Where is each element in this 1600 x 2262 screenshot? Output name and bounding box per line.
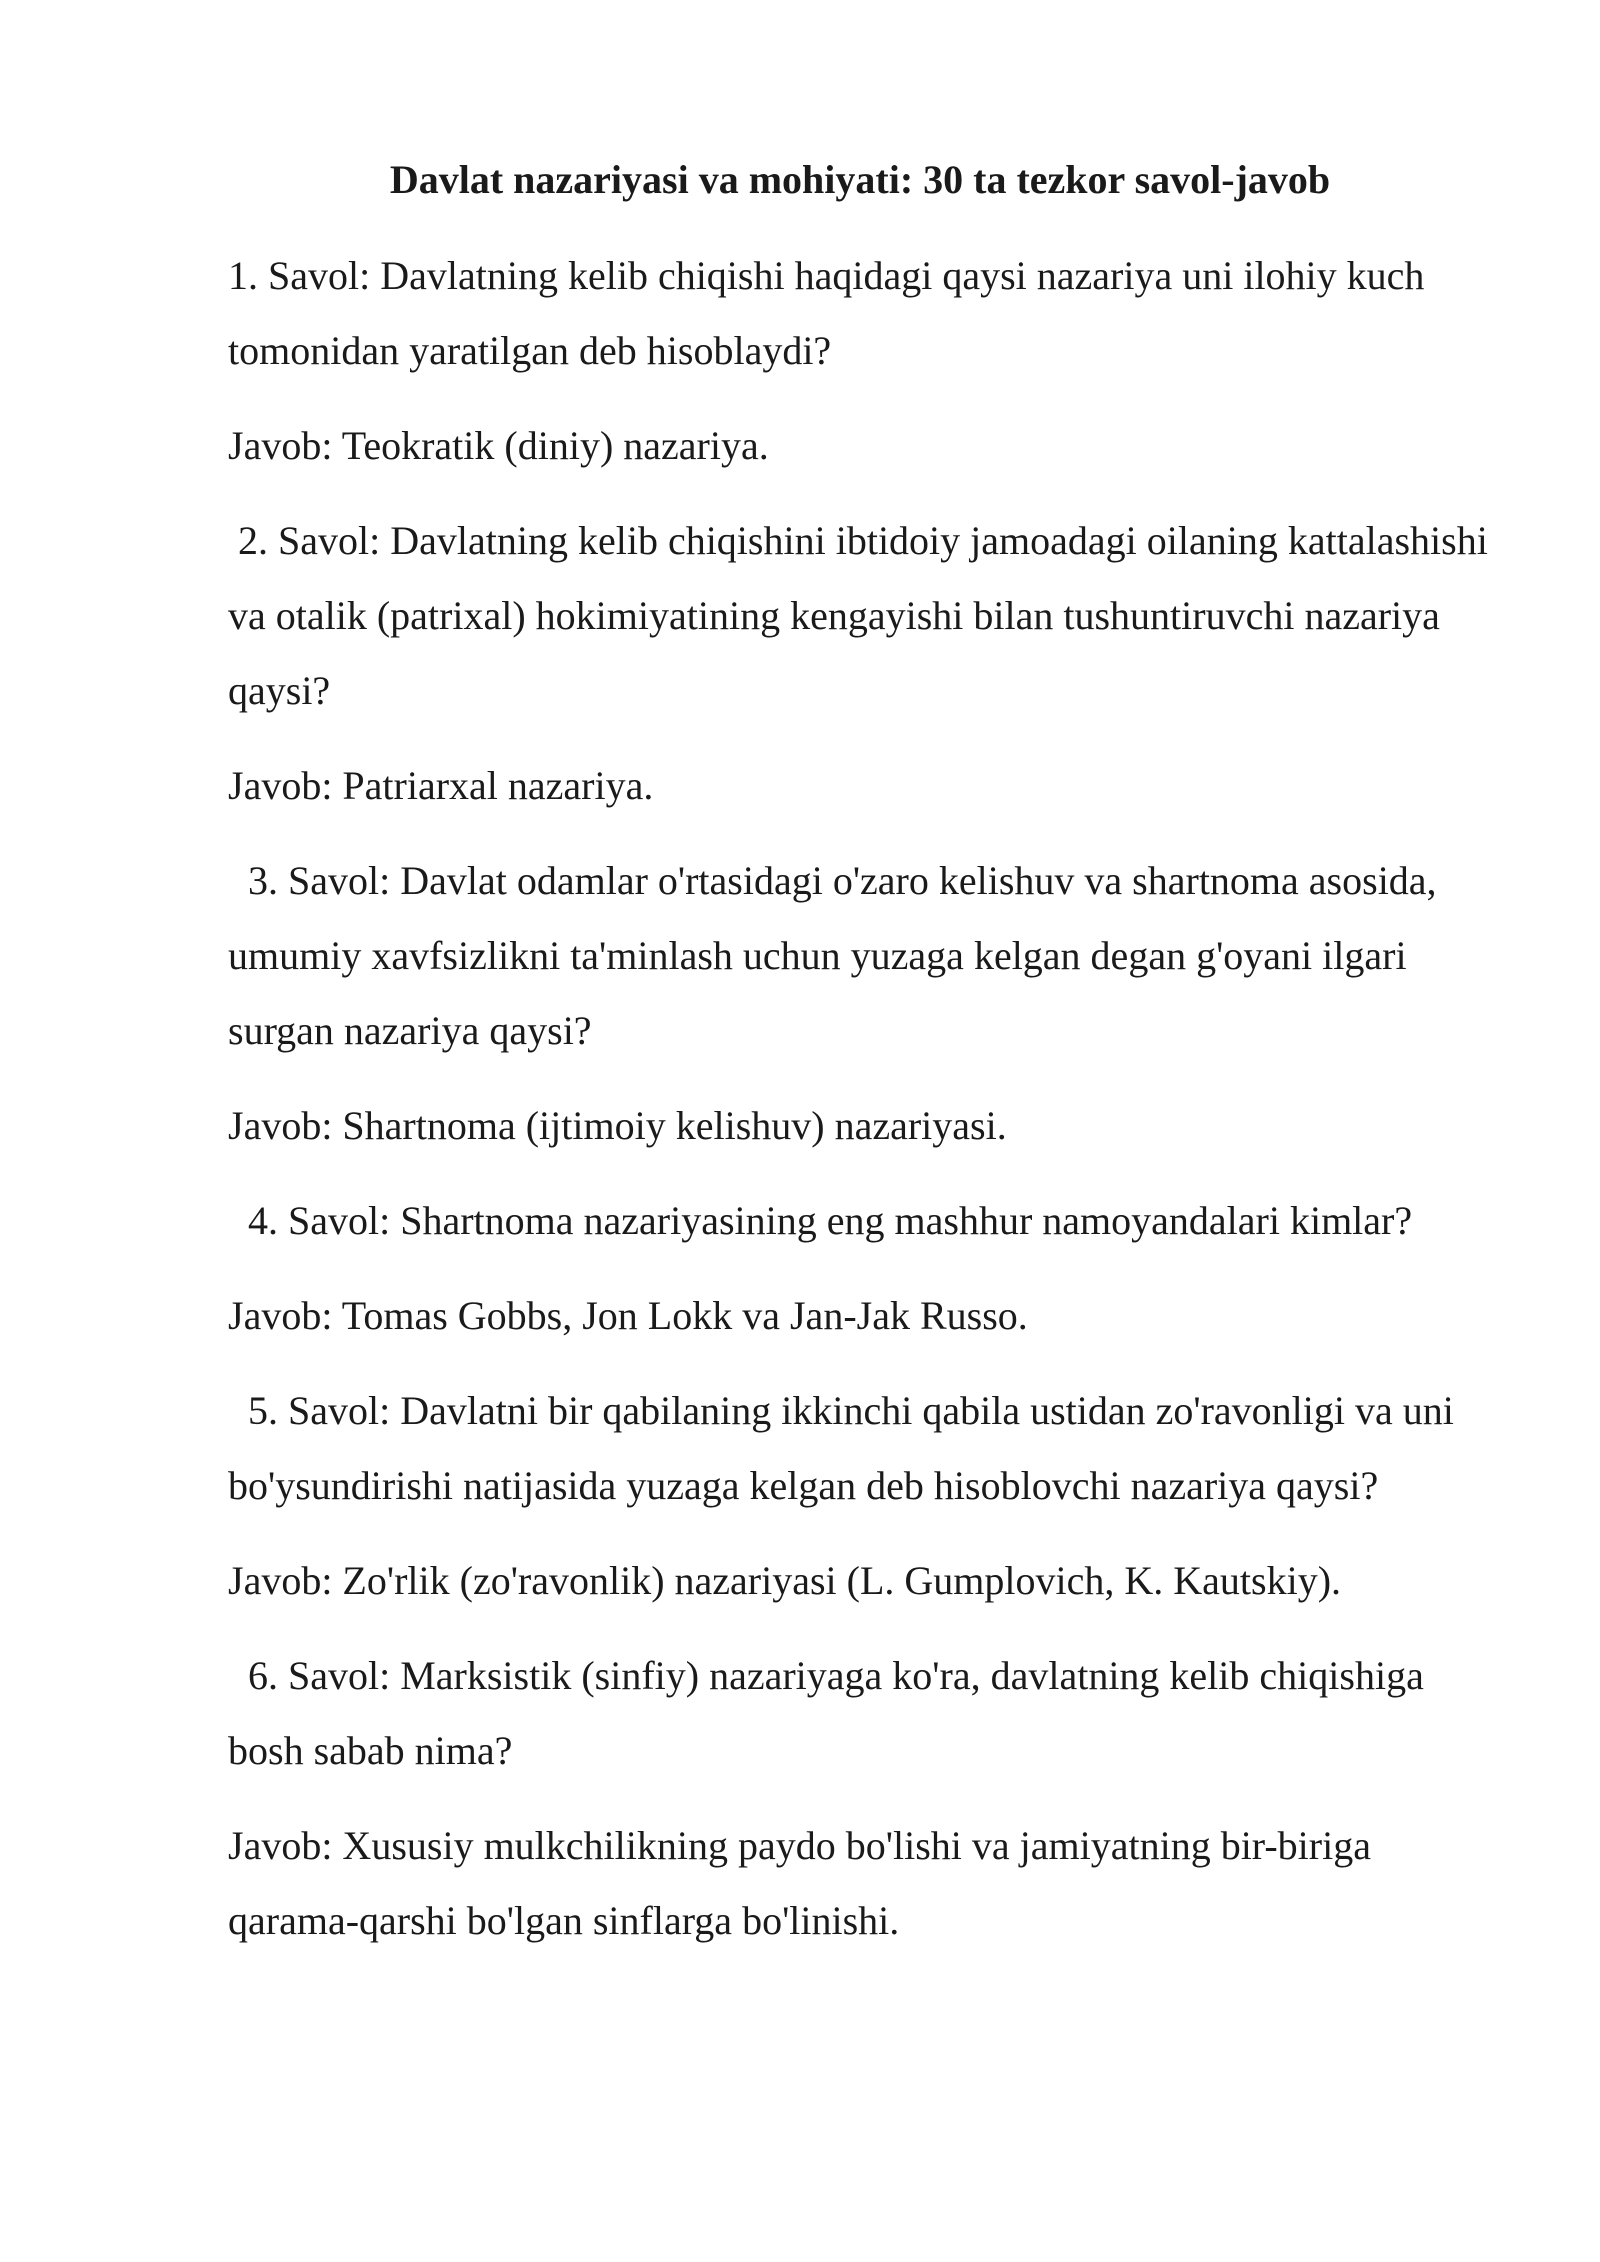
question-4: 4. Savol: Shartnoma nazariyasining eng mashhur namoyandalari kimlar? bbox=[228, 1198, 1413, 1243]
question-1: 1. Savol: Davlatning kelib chiqishi haqidagi qaysi nazariya uni ilohiy kuch tomonidan yaratilgan deb hisoblaydi? bbox=[228, 253, 1425, 373]
answer-1: Javob: Teokratik (diniy) nazariya. bbox=[228, 423, 769, 468]
question-5: 5. Savol: Davlatni bir qabilaning ikkinchi qabila ustidan zo'ravonligi va uni bo'ysundirishi natijasida yuzaga kelgan deb hisoblovchi nazariya qaysi? bbox=[228, 1388, 1464, 1508]
document-title: Davlat nazariyasi va mohiyati: 30 ta tezkor savol-javob bbox=[389, 157, 1331, 202]
qa-item-1 bbox=[228, 238, 1508, 483]
qa-item-4 bbox=[228, 1183, 1508, 1353]
question-3: 3. Savol: Davlat odamlar o'rtasidagi o'zaro kelishuv va shartnoma asosida, umumiy xavfsizlikni ta'minlash uchun yuzaga kelgan degan g'oyani ilgari surgan nazariya qaysi? bbox=[228, 858, 1447, 1053]
qa-list bbox=[228, 238, 1508, 1978]
answer-3: Javob: Shartnoma (ijtimoiy kelishuv) nazariyasi. bbox=[228, 1103, 1007, 1148]
question-6: 6. Savol: Marksistik (sinfiy) nazariyaga ko'ra, davlatning kelib chiqishiga bosh sabab nima? bbox=[228, 1653, 1434, 1773]
answer-5: Javob: Zo'rlik (zo'ravonlik) nazariyasi (L. Gumplovich, K. Kautskiy). bbox=[228, 1558, 1342, 1603]
answer-4: Javob: Tomas Gobbs, Jon Lokk va Jan-Jak Russo. bbox=[228, 1293, 1028, 1338]
question-2: 2. Savol: Davlatning kelib chiqishini ibtidoiy jamoadagi oilaning kattalashishi va otalik (patrixal) hokimiyatining kengayishi bilan tushuntiruvchi nazariya qaysi? bbox=[228, 518, 1498, 713]
qa-item-5 bbox=[228, 1373, 1508, 1618]
answer-6: Javob: Xususiy mulkchilikning paydo bo'lishi va jamiyatning bir-biriga qarama-qarshi bo'lgan sinflarga bo'linishi. bbox=[228, 1823, 1371, 1943]
qa-item-6 bbox=[228, 1638, 1508, 1958]
qa-item-3 bbox=[228, 843, 1508, 1163]
qa-item-2 bbox=[228, 503, 1508, 823]
answer-2: Javob: Patriarxal nazariya. bbox=[228, 763, 654, 808]
